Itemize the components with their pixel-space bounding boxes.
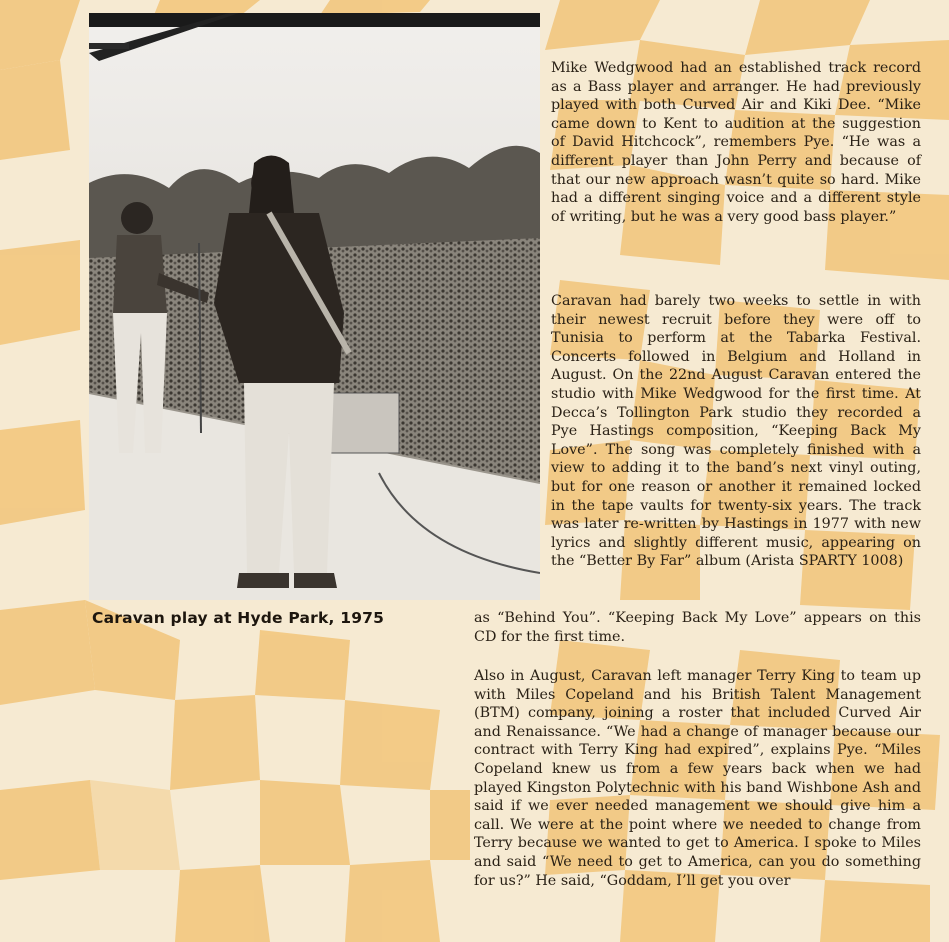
paragraph-1: Mike Wedgwood had an established track record as a Bass player and arranger. He had previously played with both Curved Air and Kiki Dee. “Mike came down to Kent to audition at the suggestion of David Hitchcock”, remembers Pye. “He was a different player than John Perry and because of that our new approach wasn’t quite so hard. Mike had a different singing voice and a different style of writing, but he was a very good bass player.” bbox=[551, 60, 921, 225]
paragraph-2 bbox=[551, 292, 921, 571]
paragraph-3: Also in August, Caravan left manager Terry King to team up with Miles Copeland and his British Talent Management (BTM) company, joining a roster that included Curved Air and Renaissance. “We had a change of manager because our contract with Terry King had expired”, explains Pye. “Miles Copeland knew us from a few years back when we had played Kingston Polytechnic with his band Wishbone Ash and said if we ever needed management we should give him a call. We were at the point where we needed to change from Terry because we wanted to get to America. I spoke to Miles and said “We need to get to America, can you do something for us?” He said, “Goddam, I’ll get you over bbox=[474, 668, 921, 889]
paragraph-2-continued: as “Behind You”. “Keeping Back My Love” appears on this CD for the first time. bbox=[474, 610, 921, 645]
concert-photo bbox=[89, 13, 540, 600]
photo-caption: Caravan play at Hyde Park, 1975 bbox=[92, 609, 385, 627]
paragraph-2-text: Caravan had barely two weeks to settle in with their newest recruit before they were off to Tunisia to perform at the Tabarka Festival. Concerts followed in Belgium and Holland in August. On the 22nd August Caravan entered the studio with Mike Wedgwood for the first time. At Decca’s Tollington Park studio they recorded a Pye Hastings composition, “Keeping Back My Love”. The song was completely finished with a view to adding it to the band’s next vinyl outing, but for one reason or another it remained locked in the tape vaults for twenty-six years. The track was later re-written by Hastings in 1977 with new lyrics and slightly different music, appearing on the “Better By Far” album (Arista SPARTY 1008) bbox=[551, 293, 921, 570]
